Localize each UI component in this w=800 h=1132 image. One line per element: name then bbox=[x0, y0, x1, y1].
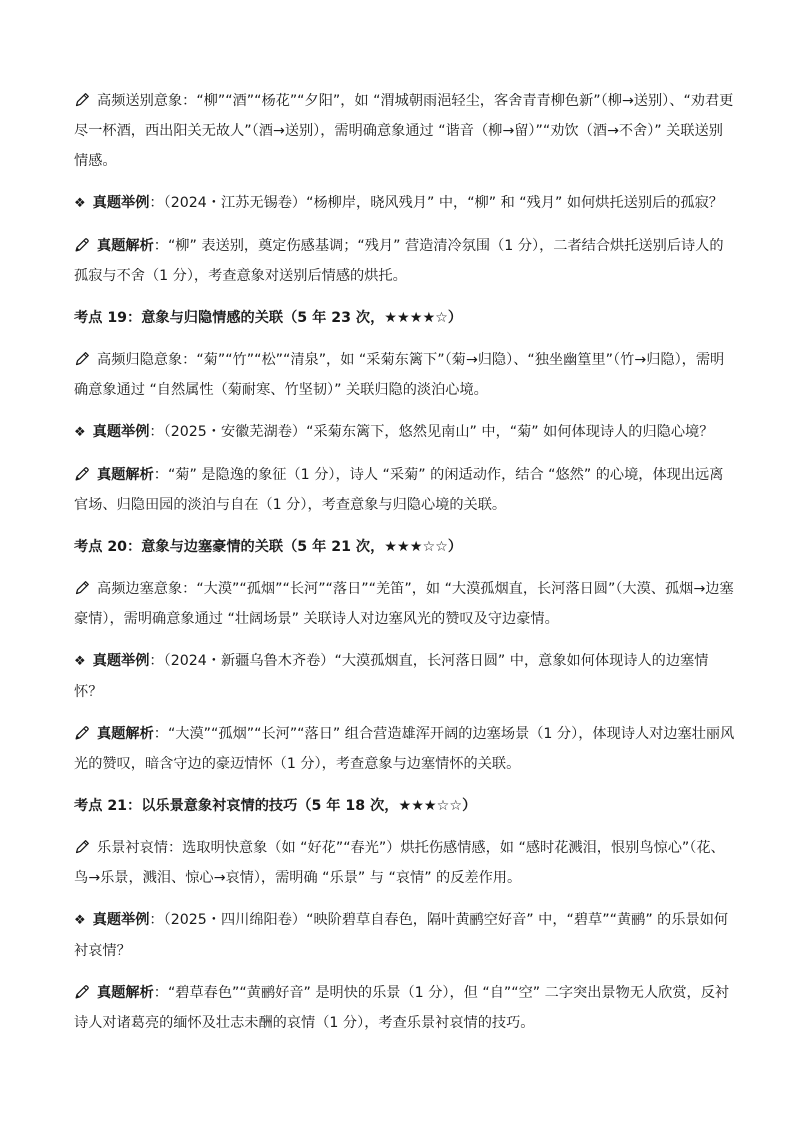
analysis-paragraph bbox=[74, 978, 736, 1038]
section-heading: 考点 21：以乐景意象衬哀情的技巧（5 年 18 次，★★★☆☆） bbox=[74, 798, 477, 814]
example-label: 真题举例 bbox=[92, 912, 150, 928]
pen-icon bbox=[74, 465, 91, 482]
intro-paragraph bbox=[74, 86, 736, 176]
diamond-bullet-icon: ❖ bbox=[74, 654, 86, 669]
document-page bbox=[74, 86, 736, 1038]
diamond-bullet-icon: ❖ bbox=[74, 196, 86, 211]
example-paragraph bbox=[74, 646, 736, 707]
diamond-bullet-icon: ❖ bbox=[74, 425, 86, 440]
pencil-icon bbox=[74, 838, 91, 855]
analysis-paragraph bbox=[74, 719, 736, 779]
intro-text: 乐景衬哀情：选取明快意象（如 “好花”“春光”）烘托伤感情感，如 “感时花溅泪，恨别鸟惊心”（花、鸟→乐景，溅泪、惊心→哀情），需明确 “乐景” 与 “哀情” 的反差作用。 bbox=[74, 840, 725, 886]
example-label: 真题举例 bbox=[92, 653, 150, 669]
analysis-text: ：“碧草春色”“黄鹂好音” 是明快的乐景（1 分），但 “自”“空” 二字突出景物无人欣赏，反衬诗人对诸葛亮的缅怀及壮志未酬的哀情（1 分），考查乐景衬哀情的技巧。 bbox=[74, 985, 730, 1031]
example-label: 真题举例 bbox=[92, 424, 150, 440]
pencil-icon bbox=[74, 579, 91, 596]
pen-icon bbox=[74, 724, 91, 741]
pencil-icon bbox=[74, 91, 91, 108]
example-text: ：（2025・安徽芜湖卷）“采菊东篱下，悠然见南山” 中，“菊” 如何体现诗人的归隐心境？ bbox=[149, 424, 714, 440]
example-label: 真题举例 bbox=[92, 195, 150, 211]
analysis-text: ：“菊” 是隐逸的象征（1 分），诗人 “采菊” 的闲适动作，结合 “悠然” 的心境，体现出远离官场、归隐田园的淡泊与自在（1 分），考查意象与归隐心境的关联。 bbox=[74, 467, 724, 513]
analysis-label: 真题解析 bbox=[97, 238, 154, 254]
intro-paragraph bbox=[74, 345, 736, 405]
example-text: ：（2024・新疆乌鲁木齐卷）“大漠孤烟直，长河落日圆” 中，意象如何体现诗人的边塞情怀？ bbox=[74, 653, 709, 700]
analysis-paragraph bbox=[74, 460, 736, 520]
analysis-paragraph bbox=[74, 231, 736, 291]
pencil-icon bbox=[74, 350, 91, 367]
intro-text: 高频送别意象：“柳”“酒”“杨花”“夕阳”，如 “渭城朝雨浥轻尘，客舍青青柳色新”（柳→送别）、“劝君更尽一杯酒，西出阳关无故人”（酒→送别），需明确意象通过 “谐音（柳→留）”“劝饮（酒→不舍）” 关联送别情感。 bbox=[74, 93, 734, 169]
intro-text: 高频边塞意象：“大漠”“孤烟”“长河”“落日”“羌笛”，如 “大漠孤烟直，长河落日圆”（大漠、孤烟→边塞豪情），需明确意象通过 “壮阔场景” 关联诗人对边塞风光的赞叹及守边豪情。 bbox=[74, 581, 734, 627]
analysis-text: ：“柳” 表送别，奠定伤感基调；“残月” 营造清冷氛围（1 分），二者结合烘托送别后诗人的孤寂与不舍（1 分），考查意象对送别后情感的烘托。 bbox=[74, 238, 724, 284]
analysis-label: 真题解析 bbox=[97, 467, 154, 483]
intro-paragraph bbox=[74, 574, 736, 634]
analysis-label: 真题解析 bbox=[97, 985, 154, 1001]
intro-paragraph bbox=[74, 833, 736, 893]
intro-text: 高频归隐意象：“菊”“竹”“松”“清泉”，如 “采菊东篱下”（菊→归隐）、“独坐幽篁里”（竹→归隐），需明确意象通过 “自然属性（菊耐寒、竹坚韧）” 关联归隐的淡泊心境。 bbox=[74, 352, 725, 398]
section-heading: 考点 19：意象与归隐情感的关联（5 年 23 次，★★★★☆） bbox=[74, 310, 463, 326]
example-paragraph bbox=[74, 417, 736, 448]
analysis-text: ：“大漠”“孤烟”“长河”“落日” 组合营造雄浑开阔的边塞场景（1 分），体现诗人对边塞壮丽风光的赞叹，暗含守边的豪迈情怀（1 分），考查意象与边塞情怀的关联。 bbox=[74, 726, 735, 772]
example-text: ：（2025・四川绵阳卷）“映阶碧草自春色，隔叶黄鹂空好音” 中，“碧草”“黄鹂” 的乐景如何衬哀情？ bbox=[74, 912, 729, 959]
example-text: ：（2024・江苏无锡卷）“杨柳岸，晓风残月” 中，“柳” 和 “残月” 如何烘托送别后的孤寂？ bbox=[149, 195, 723, 211]
analysis-label: 真题解析 bbox=[97, 726, 154, 742]
section-heading: 考点 20：意象与边塞豪情的关联（5 年 21 次，★★★☆☆） bbox=[74, 539, 463, 555]
pen-icon bbox=[74, 236, 91, 253]
example-paragraph bbox=[74, 188, 736, 219]
diamond-bullet-icon: ❖ bbox=[74, 913, 86, 928]
example-paragraph bbox=[74, 905, 736, 966]
pen-icon bbox=[74, 983, 91, 1000]
